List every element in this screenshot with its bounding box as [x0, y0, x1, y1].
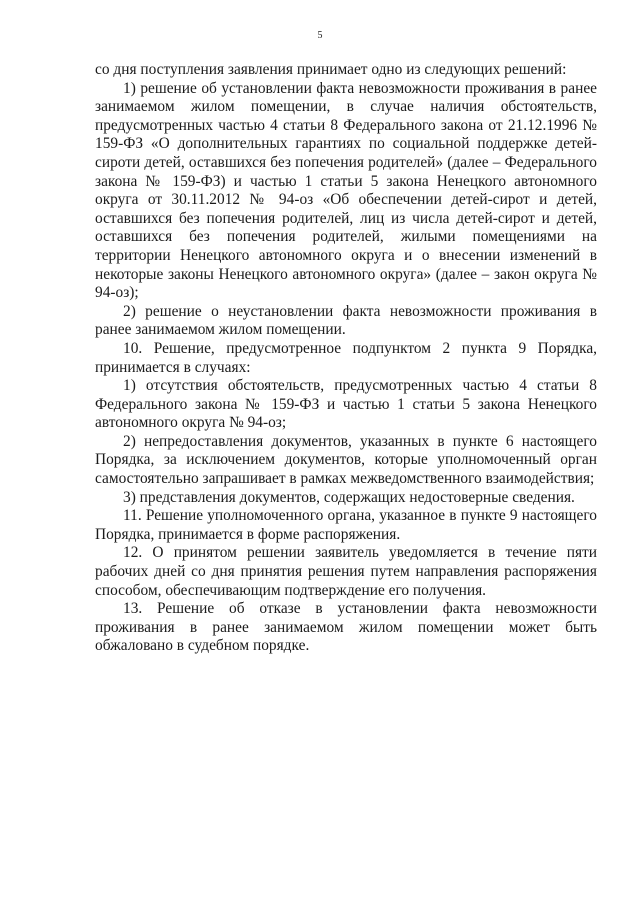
document-body	[95, 61, 597, 656]
page-number: 5	[317, 30, 323, 41]
paragraph: 10. Решение, предусмотренное подпунктом 2 пункта 9 Порядка, принимается в случаях:	[95, 339, 597, 376]
paragraph: 1) отсутствия обстоятельств, предусмотренных частью 4 статьи 8 Федерального закона № 159-ФЗ и частью 1 статьи 5 закона Ненецкого автономного округа № 94-оз;	[95, 377, 597, 432]
paragraph: 1) решение об установлении факта невозможности проживания в ранее занимаемом жилом помещении, в случае наличия обстоятельств, предусмотренных частью 4 статьи 8 Федерального закона от 21.12.1996 № 159-ФЗ «О дополнительных гарантиях по социальной поддержке детей-сироти детей, оставшихся без попечения родителей» (далее – Федерального закона № 159-ФЗ) и частью 1 статьи 5 закона Ненецкого автономного округа от 30.11.2012 № 94-оз «Об обеспечении детей-сирот и детей, оставшихся без попечения родителей, лиц из числа детей-сирот и детей, оставшихся без попечения родителей, жилыми помещениями на территории Ненецкого автономного округа и о внесении изменений в некоторые законы Ненецкого автономного округа» (далее – закон округа № 94-оз);	[95, 79, 597, 302]
paragraph: со дня поступления заявления принимает одно из следующих решений:	[95, 61, 567, 78]
paragraph: 12. О принятом решении заявитель уведомляется в течение пяти рабочих дней со дня принятия решения путем направления распоряжения способом, обеспечивающим подтверждение его получения.	[95, 544, 597, 599]
paragraph: 13. Решение об отказе в установлении факта невозможности проживания в ранее занимаемом жилом помещении может быть обжаловано в судебном порядке.	[95, 600, 597, 655]
paragraph: 2) непредоставления документов, указанных в пункте 6 настоящего Порядка, за исключением документов, которые уполномоченный орган самостоятельно запрашивает в рамках межведомственного взаимодействия;	[95, 432, 597, 488]
paragraph: 3) представления документов, содержащих недостоверные сведения.	[123, 488, 575, 506]
paragraph: 11. Решение уполномоченного органа, указанное в пункте 9 настоящего Порядка, принимается в форме распоряжения.	[95, 507, 597, 543]
paragraph: 2) решение о неустановлении факта невозможности проживания в ранее занимаемом жилом помещении.	[95, 302, 597, 339]
